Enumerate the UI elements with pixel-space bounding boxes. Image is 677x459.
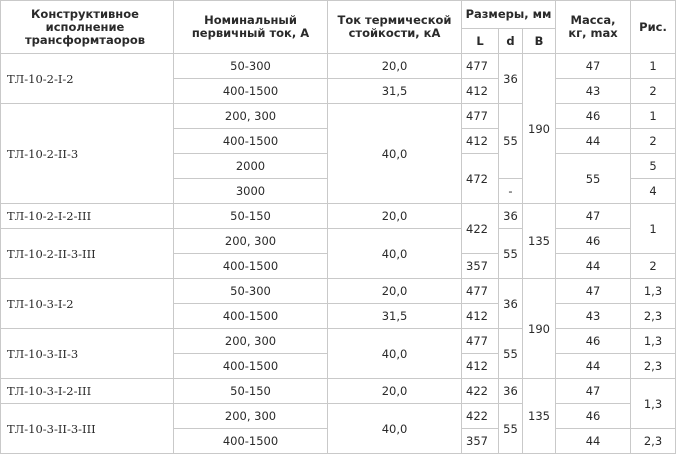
table-row xyxy=(1,329,676,354)
figure-cell: 2 xyxy=(631,79,676,104)
l-cell: 412 xyxy=(462,79,499,104)
d-cell: 36 xyxy=(499,379,523,404)
figure-cell: 1,3 xyxy=(631,329,676,354)
current-cell: 200, 300 xyxy=(174,104,328,129)
table-row xyxy=(1,404,676,429)
l-cell: 477 xyxy=(462,279,499,304)
current-cell: 400-1500 xyxy=(174,254,328,279)
l-cell: 477 xyxy=(462,104,499,129)
thermal-cell: 20,0 xyxy=(328,204,462,229)
table-row xyxy=(1,279,676,304)
header-dimensions: Размеры, мм xyxy=(462,1,556,29)
design-name: ТЛ-10-2-II-3 xyxy=(1,104,174,204)
d-cell: 36 xyxy=(499,204,523,229)
current-cell: 50-300 xyxy=(174,279,328,304)
mass-cell: 44 xyxy=(556,429,631,454)
l-cell: 412 xyxy=(462,304,499,329)
current-cell: 400-1500 xyxy=(174,129,328,154)
mass-cell: 47 xyxy=(556,379,631,404)
mass-cell: 43 xyxy=(556,79,631,104)
b-cell: 190 xyxy=(523,279,556,379)
mass-cell: 44 xyxy=(556,354,631,379)
header-thermal: Ток термической стойкости, кА xyxy=(328,1,462,54)
thermal-cell: 40,0 xyxy=(328,329,462,379)
figure-cell: 1 xyxy=(631,204,676,254)
design-name: ТЛ-10-3-I-2-III xyxy=(1,379,174,404)
d-cell: 55 xyxy=(499,104,523,179)
b-cell: 135 xyxy=(523,379,556,454)
d-cell: 55 xyxy=(499,329,523,379)
current-cell: 400-1500 xyxy=(174,354,328,379)
current-cell: 200, 300 xyxy=(174,404,328,429)
mass-cell: 46 xyxy=(556,329,631,354)
table-row xyxy=(1,379,676,404)
header-figure: Рис. xyxy=(631,1,676,54)
l-cell: 422 xyxy=(462,204,499,254)
d-cell: 55 xyxy=(499,229,523,279)
figure-cell: 2,3 xyxy=(631,429,676,454)
current-cell: 400-1500 xyxy=(174,79,328,104)
figure-cell: 1 xyxy=(631,54,676,79)
current-cell: 50-150 xyxy=(174,379,328,404)
current-cell: 3000 xyxy=(174,179,328,204)
thermal-cell: 40,0 xyxy=(328,404,462,454)
design-name: ТЛ-10-2-II-3-III xyxy=(1,229,174,279)
current-cell: 2000 xyxy=(174,154,328,179)
d-cell: - xyxy=(499,179,523,204)
b-cell: 190 xyxy=(523,54,556,204)
design-name: ТЛ-10-2-I-2-III xyxy=(1,204,174,229)
current-cell: 50-300 xyxy=(174,54,328,79)
header-row xyxy=(1,1,676,29)
table-row xyxy=(1,54,676,79)
d-cell: 55 xyxy=(499,404,523,454)
current-cell: 50-150 xyxy=(174,204,328,229)
thermal-cell: 20,0 xyxy=(328,379,462,404)
mass-cell: 46 xyxy=(556,104,631,129)
figure-cell: 2 xyxy=(631,129,676,154)
header-l: L xyxy=(462,29,499,54)
l-cell: 477 xyxy=(462,54,499,79)
current-cell: 200, 300 xyxy=(174,229,328,254)
current-cell: 200, 300 xyxy=(174,329,328,354)
header-current: Номинальный первичный ток, А xyxy=(174,1,328,54)
figure-cell: 4 xyxy=(631,179,676,204)
mass-cell: 47 xyxy=(556,54,631,79)
mass-cell: 47 xyxy=(556,204,631,229)
header-mass: Масса, кг, max xyxy=(556,1,631,54)
thermal-cell: 40,0 xyxy=(328,229,462,279)
l-cell: 412 xyxy=(462,129,499,154)
table-row xyxy=(1,204,676,229)
b-cell: 135 xyxy=(523,204,556,279)
current-cell: 400-1500 xyxy=(174,429,328,454)
figure-cell: 5 xyxy=(631,154,676,179)
header-d: d xyxy=(499,29,523,54)
design-name: ТЛ-10-2-I-2 xyxy=(1,54,174,104)
figure-cell: 2,3 xyxy=(631,304,676,329)
l-cell: 472 xyxy=(462,154,499,204)
l-cell: 412 xyxy=(462,354,499,379)
figure-cell: 2 xyxy=(631,254,676,279)
mass-cell: 44 xyxy=(556,254,631,279)
l-cell: 357 xyxy=(462,254,499,279)
figure-cell: 1,3 xyxy=(631,379,676,429)
design-name: ТЛ-10-3-II-3-III xyxy=(1,404,174,454)
mass-cell: 46 xyxy=(556,229,631,254)
design-name: ТЛ-10-3-II-3 xyxy=(1,329,174,379)
figure-cell: 1 xyxy=(631,104,676,129)
table-row xyxy=(1,229,676,254)
l-cell: 422 xyxy=(462,379,499,404)
table-row xyxy=(1,104,676,129)
d-cell: 36 xyxy=(499,279,523,329)
d-cell: 36 xyxy=(499,54,523,104)
thermal-cell: 40,0 xyxy=(328,104,462,204)
thermal-cell: 20,0 xyxy=(328,279,462,304)
l-cell: 477 xyxy=(462,329,499,354)
figure-cell: 2,3 xyxy=(631,354,676,379)
thermal-cell: 31,5 xyxy=(328,79,462,104)
figure-cell: 1,3 xyxy=(631,279,676,304)
header-design: Конструктивное исполнение трансформтаоров xyxy=(1,1,174,54)
thermal-cell: 31,5 xyxy=(328,304,462,329)
mass-cell: 44 xyxy=(556,129,631,154)
mass-cell: 43 xyxy=(556,304,631,329)
mass-cell: 47 xyxy=(556,279,631,304)
l-cell: 357 xyxy=(462,429,499,454)
header-b: B xyxy=(523,29,556,54)
thermal-cell: 20,0 xyxy=(328,54,462,79)
l-cell: 422 xyxy=(462,404,499,429)
mass-cell: 55 xyxy=(556,154,631,204)
current-cell: 400-1500 xyxy=(174,304,328,329)
design-name: ТЛ-10-3-I-2 xyxy=(1,279,174,329)
mass-cell: 46 xyxy=(556,404,631,429)
